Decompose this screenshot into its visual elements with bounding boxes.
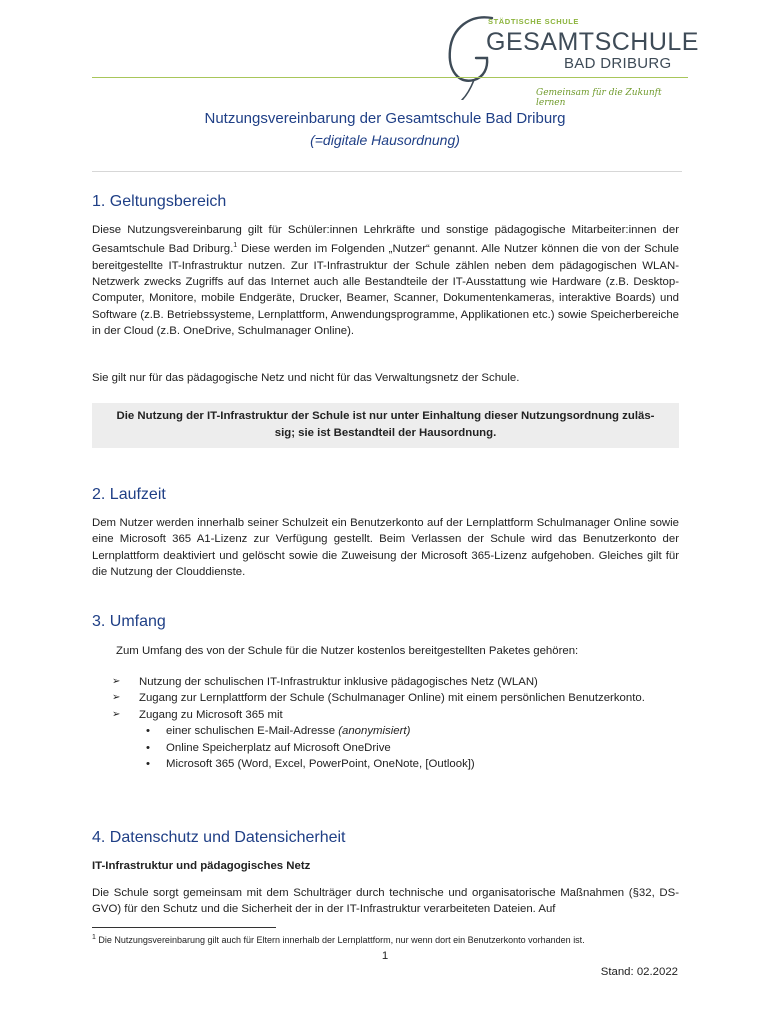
bullet-dot-icon: • [146, 758, 150, 771]
callout-line-2: sig; sie ist Bestandteil der Hausordnung. [274, 426, 497, 439]
sub-list-item: • Online Speicherplatz auf Microsoft OneDrive [139, 740, 680, 756]
school-logo [430, 10, 699, 110]
callout-line-1: Die Nutzung der IT-Infrastruktur der Schule ist nur unter Einhaltung dieser Nutzungsordnung zuläs- [116, 410, 655, 422]
section-1-paragraph-1: Diese Nutzungsvereinbarung gilt für Schüler:innen Lehrkräfte und sonstige pädagogische Mitarbeiter:innen der Gesamtschule Bad Driburg.$^1$ Diese werden im Folgenden „Nutzer“ genannt. Alle Nutzer können die von der Schule bereitgestellte IT-Infrastruktur nutzen. Zur IT-Infrastruktur der Schule zählen neben dem pädagogischen WLAN-Netzwerk zwecks Zugriffs auf das Internet auch alle Bestandteile der IT-Ausstattung wie Hardware (z.B. Desktop-Computer, Monitore, mobile Endgeräte, Drucker, Beamer, Scanner, Dokumentenkameras, interaktive Boards) und Software (z.B. Betriebssysteme, Lernplattform, Anwendungsprogramme, Applikationen etc.) sowie Speicherbereiche in der Cloud (z.B. OneDrive, Schulmanager Online). [92, 224, 679, 338]
arrowhead-bullet-icon: ➢ [112, 708, 121, 720]
title-divider [92, 171, 682, 172]
section-2-heading: 2. Laufzeit [92, 486, 166, 503]
sub-list [139, 723, 680, 772]
list-item: ➢ Nutzung der schulischen IT-Infrastruktur inklusive pädagogisches Netz (WLAN) [112, 674, 680, 690]
section-2-paragraph: Dem Nutzer werden innerhalb seiner Schulzeit ein Benutzerkonto auf der Lernplattform Schulmanager Online sowie eine Microsoft 365 A1-Lizenz zur Verfügung gestellt. Beim Verlassen der Schule wird das Benutzerkonto der Lernplattform deaktiviert und gelöscht sowie die Zuweisung der Microsoft 365-Lizenz aufgehoben. Gleiches gilt für die Nutzung der Clouddienste. [92, 517, 679, 579]
logo-place-text: BAD DRIBURG [564, 55, 672, 72]
document-subtitle: (=digitale Hausordnung) [310, 132, 460, 148]
sub-list-item: • einer schulischen E-Mail-Adresse (anonymisiert) [139, 723, 680, 739]
page-number: 1 [381, 950, 389, 962]
list-item: ➢ Zugang zu Microsoft 365 mit • einer schulischen E-Mail-Adresse (anonymisiert) • Online Speicherplatz auf Microsoft OneDrive • Microsoft 365 (Word, Excel, PowerPoint, OneNote, [Outlook]) [112, 707, 680, 773]
footnote: $^1$ Die Nutzungsvereinbarung gilt auch für Eltern innerhalb der Lernplattform, nur wenn dort ein Benutzerkonto vorhanden ist. [92, 934, 585, 945]
arrowhead-bullet-icon: ➢ [112, 676, 121, 687]
section-3-heading: 3. Umfang [92, 613, 166, 630]
bullet-dot-icon: • [146, 741, 150, 754]
logo-main-text: GESAMTSCHULE [486, 28, 699, 56]
sub-list-item: • Microsoft 365 (Word, Excel, PowerPoint, OneNote, [Outlook]) [139, 756, 680, 772]
footnote-ref[interactable]: 1 [233, 242, 238, 250]
section-4-heading: 4. Datenschutz und Datensicherheit [92, 829, 346, 846]
section-1-paragraph-2: Sie gilt nur für das pädagogische Netz und nicht für das Verwaltungsnetz der Schule. [92, 372, 520, 384]
section-4-paragraph: Die Schule sorgt gemeinsam mit dem Schulträger durch technische und organisatorische Maßnahmen (§32, DS-GVO) für den Schutz und die Sicherheit der in der IT-Infrastruktur verarbeiteten Dateien. Auf [92, 887, 679, 916]
bullet-dot-icon: • [146, 725, 150, 738]
list-item: ➢ Zugang zur Lernplattform der Schule (Schulmanager Online) mit einem persönlichen Benutzerkonto. [112, 690, 680, 706]
header-line [92, 77, 688, 78]
logo-slogan: Gemeinsam für die Zukunft lernen [536, 88, 662, 108]
logo-sup-text: STÄDTISCHE SCHULE [488, 17, 580, 26]
document-date: Stand: 02.2022 [600, 966, 678, 978]
section-1-heading: 1. Geltungsbereich [92, 193, 227, 210]
arrowhead-bullet-icon: ➢ [112, 692, 121, 704]
scope-list [112, 674, 680, 772]
section-4-subheading: IT-Infrastruktur und pädagogisches Netz [92, 860, 311, 872]
document-title: Nutzungsvereinbarung der Gesamtschule Bad Driburg [204, 110, 566, 127]
footnote-divider [92, 927, 276, 928]
section-3-intro: Zum Umfang des von der Schule für die Nutzer kostenlos bereitgestellten Paketes gehören: [116, 645, 579, 657]
callout-box [92, 403, 679, 448]
